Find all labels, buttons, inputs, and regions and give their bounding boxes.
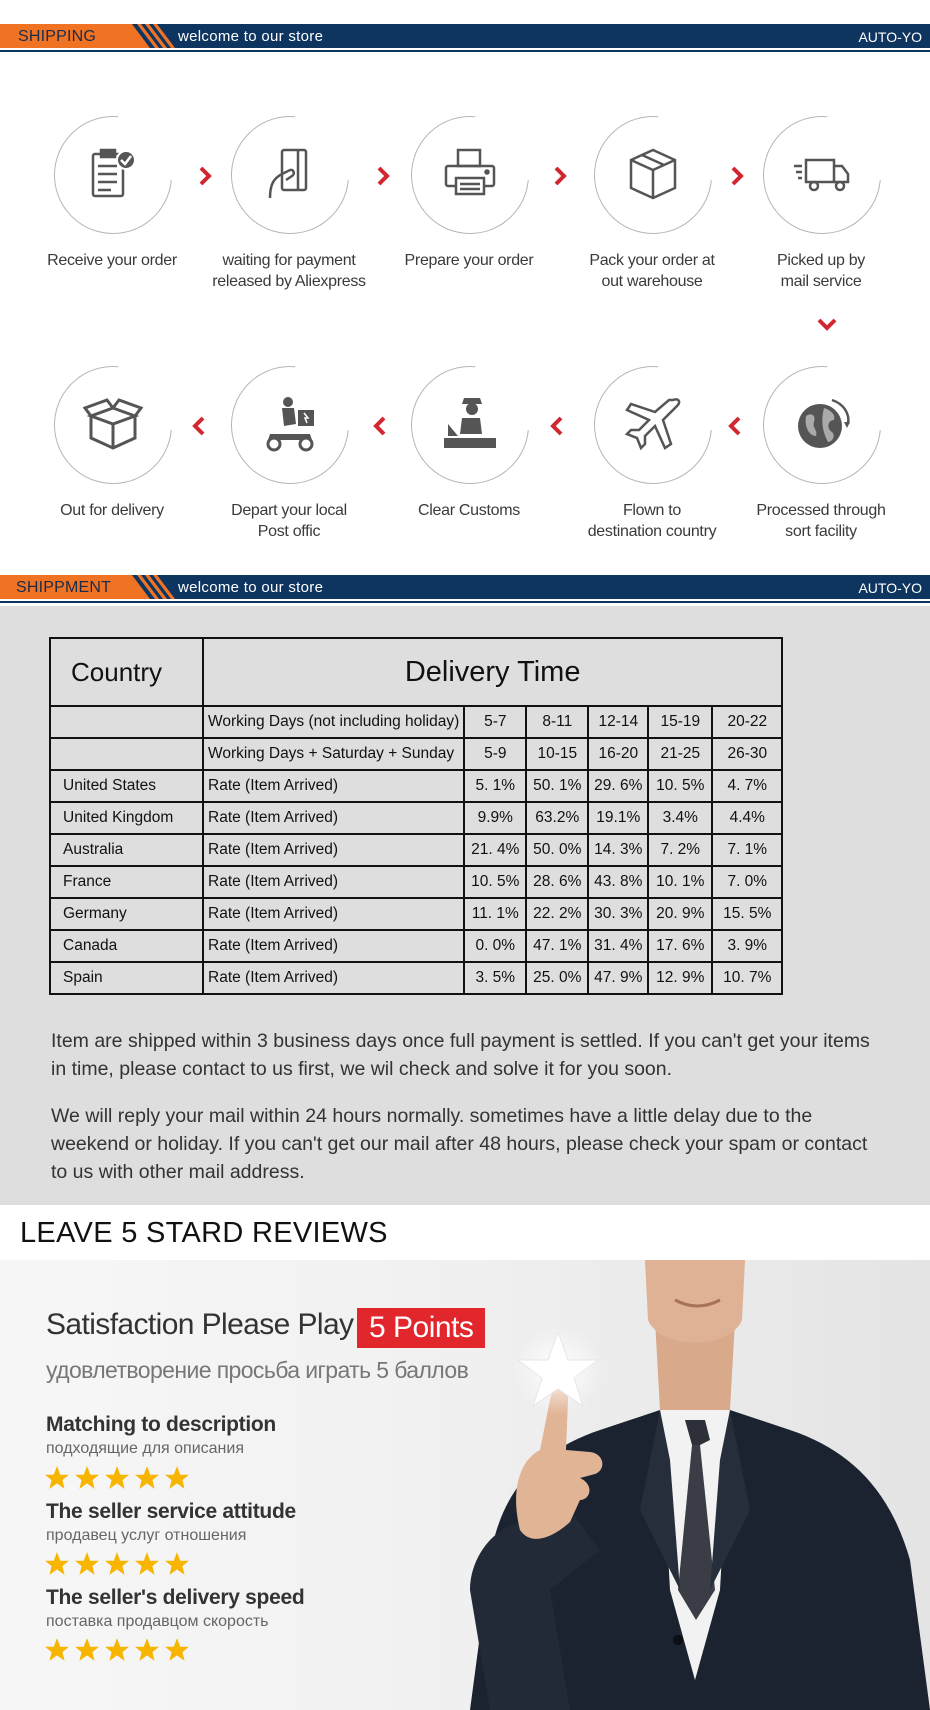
rate-cell: 10. 5% (464, 866, 526, 898)
step-caption: Picked up by mail service (776, 252, 865, 290)
table-cell: 8-11 (526, 706, 588, 738)
star-icon[interactable] (134, 1551, 160, 1577)
globe-icon (792, 394, 852, 454)
reviews-title: LEAVE 5 STARD REVIEWS (20, 1217, 388, 1249)
metric-cell: Rate (Item Arrived) (203, 866, 464, 898)
businessman-pointing-image (430, 1260, 930, 1710)
header-delivery-time: Delivery Time (203, 638, 782, 706)
table-cell (50, 706, 203, 738)
delivery-time-table (49, 637, 783, 995)
rate-cell: 43. 8% (588, 866, 648, 898)
star-icon[interactable] (44, 1551, 70, 1577)
rate-cell: 10. 1% (648, 866, 712, 898)
step-caption: Pack your order at out warehouse (589, 252, 715, 290)
banner-welcome-text: welcome to our store (178, 28, 324, 45)
country-cell: Germany (50, 898, 203, 930)
star-rating[interactable] (44, 1637, 190, 1663)
metric-cell: Rate (Item Arrived) (203, 770, 464, 802)
rate-cell: 28. 6% (526, 866, 588, 898)
table-cell: 26-30 (712, 738, 782, 770)
rate-cell: 63.2% (526, 802, 588, 834)
table-cell: 5-7 (464, 706, 526, 738)
reply-note: We will reply your mail within 24 hours normally. sometimes have a little delay due to the weekend or holiday. If you can't get our mail after 48 hours, please check your spam or contact to us with other mail address. (51, 1105, 868, 1183)
metric-cell: Rate (Item Arrived) (203, 898, 464, 930)
working-days-label: Working Days (not including holiday) (203, 706, 464, 738)
rate-cell: 15. 5% (712, 898, 782, 930)
table-row (50, 770, 782, 802)
rate-cell: 10. 7% (712, 962, 782, 994)
country-cell: Spain (50, 962, 203, 994)
rate-cell: 11. 1% (464, 898, 526, 930)
chevron-left-icon (371, 414, 389, 438)
star-icon[interactable] (164, 1637, 190, 1663)
table-row (50, 962, 782, 994)
chevron-left-icon (190, 414, 208, 438)
satisfaction-heading-ru: удовлетворение просьба играть 5 баллов (46, 1357, 469, 1383)
star-icon[interactable] (74, 1637, 100, 1663)
criterion-title: The seller's delivery speed (46, 1586, 305, 1609)
table-row (50, 930, 782, 962)
table-cell: 10-15 (526, 738, 588, 770)
country-cell: United Kingdom (50, 802, 203, 834)
working-days-row (50, 706, 782, 738)
chevron-left-icon (726, 414, 744, 438)
table-cell: 15-19 (648, 706, 712, 738)
shipping-note: Item are shipped within 3 business days once full payment is settled. If you can't get your items in time, please contact to us first, we wil check and solve it for you soon. (51, 1030, 870, 1080)
chevron-left-icon (548, 414, 566, 438)
rate-cell: 4. 7% (712, 770, 782, 802)
rate-cell: 5. 1% (464, 770, 526, 802)
rate-cell: 19.1% (588, 802, 648, 834)
table-cell: 5-9 (464, 738, 526, 770)
rate-cell: 29. 6% (588, 770, 648, 802)
metric-cell: Rate (Item Arrived) (203, 834, 464, 866)
rate-cell: 4.4% (712, 802, 782, 834)
step-caption: Depart your local Post offic (231, 502, 347, 540)
step-caption: Clear Customs (418, 502, 520, 519)
criterion-title: The seller service attitude (46, 1500, 296, 1523)
table-row (50, 834, 782, 866)
courier-scooter-icon (260, 394, 320, 454)
chevron-right-icon (728, 164, 746, 188)
rate-cell: 31. 4% (588, 930, 648, 962)
star-icon[interactable] (134, 1465, 160, 1491)
metric-cell: Rate (Item Arrived) (203, 802, 464, 834)
chevron-down-icon (815, 316, 839, 334)
step-caption: Out for delivery (60, 502, 164, 519)
banner-section-label: SHIPPMENT (16, 579, 112, 596)
reviews-panel (0, 1260, 930, 1710)
banner-welcome-text: welcome to our store (178, 579, 324, 596)
rate-cell: 50. 0% (526, 834, 588, 866)
star-icon[interactable] (104, 1637, 130, 1663)
rate-cell: 10. 5% (648, 770, 712, 802)
box-icon (623, 144, 683, 204)
star-rating[interactable] (44, 1551, 190, 1577)
criterion-title: Matching to description (46, 1413, 276, 1436)
section-divider (0, 604, 930, 606)
chevron-right-icon (374, 164, 392, 188)
rate-cell: 7. 2% (648, 834, 712, 866)
banner-section-label: SHIPPING (18, 28, 97, 45)
rate-cell: 12. 9% (648, 962, 712, 994)
rate-cell: 17. 6% (648, 930, 712, 962)
airplane-icon (623, 394, 683, 454)
star-icon[interactable] (44, 1465, 70, 1491)
banner-underline (0, 601, 930, 603)
rate-cell: 3. 5% (464, 962, 526, 994)
metric-cell: Rate (Item Arrived) (203, 962, 464, 994)
table-row (50, 802, 782, 834)
shipping-banner (0, 24, 930, 53)
table-row (50, 866, 782, 898)
table-cell (50, 738, 203, 770)
printer-icon (440, 144, 500, 204)
rate-cell: 0. 0% (464, 930, 526, 962)
card-payment-icon (260, 144, 320, 204)
criterion-subtitle: подходящие для описания (46, 1440, 244, 1457)
rate-cell: 47. 9% (588, 962, 648, 994)
star-icon[interactable] (74, 1465, 100, 1491)
chevron-right-icon (551, 164, 569, 188)
weekend-days-row (50, 738, 782, 770)
step-caption: Prepare your order (404, 252, 534, 269)
table-header-row (50, 638, 782, 706)
star-icon[interactable] (104, 1465, 130, 1491)
star-icon[interactable] (44, 1637, 70, 1663)
star-icon[interactable] (164, 1551, 190, 1577)
step-caption: Receive your order (47, 252, 177, 269)
rate-cell: 20. 9% (648, 898, 712, 930)
rate-cell: 3.4% (648, 802, 712, 834)
banner-brand: AUTO-YO (858, 580, 922, 596)
rate-cell: 7. 0% (712, 866, 782, 898)
points-badge: 5 Points (357, 1308, 485, 1348)
delivery-truck-icon (792, 144, 852, 204)
country-cell: United States (50, 770, 203, 802)
table-cell: 16-20 (588, 738, 648, 770)
criterion-subtitle: продавец услуг отношения (46, 1527, 247, 1544)
satisfaction-heading: Satisfaction Please Play (46, 1308, 354, 1341)
banner-underline (0, 50, 930, 52)
criterion-subtitle: поставка продавцом скорость (46, 1613, 269, 1630)
metric-cell: Rate (Item Arrived) (203, 930, 464, 962)
step-caption: Flown to destination country (587, 502, 717, 540)
rate-cell: 9.9% (464, 802, 526, 834)
rate-cell: 21. 4% (464, 834, 526, 866)
shipment-banner (0, 575, 930, 604)
table-cell: 21-25 (648, 738, 712, 770)
rate-cell: 3. 9% (712, 930, 782, 962)
star-rating[interactable] (44, 1465, 190, 1491)
star-icon[interactable] (164, 1465, 190, 1491)
open-box-icon (83, 394, 143, 454)
country-cell: France (50, 866, 203, 898)
header-country: Country (50, 638, 203, 706)
rate-cell: 50. 1% (526, 770, 588, 802)
rate-cell: 25. 0% (526, 962, 588, 994)
rate-cell: 30. 3% (588, 898, 648, 930)
rate-cell: 47. 1% (526, 930, 588, 962)
country-cell: Canada (50, 930, 203, 962)
clipboard-check-icon (83, 144, 143, 204)
step-caption: waiting for payment released by Aliexpress (212, 252, 366, 290)
weekend-days-label: Working Days + Saturday + Sunday (203, 738, 464, 770)
star-icon[interactable] (134, 1637, 160, 1663)
banner-brand: AUTO-YO (858, 29, 922, 45)
rate-cell: 14. 3% (588, 834, 648, 866)
customs-officer-icon (440, 394, 500, 454)
star-icon[interactable] (74, 1551, 100, 1577)
table-cell: 12-14 (588, 706, 648, 738)
rate-cell: 22. 2% (526, 898, 588, 930)
chevron-right-icon (196, 164, 214, 188)
country-cell: Australia (50, 834, 203, 866)
table-cell: 20-22 (712, 706, 782, 738)
star-icon[interactable] (104, 1551, 130, 1577)
step-caption: Processed through sort facility (756, 502, 886, 540)
table-row (50, 898, 782, 930)
rate-cell: 7. 1% (712, 834, 782, 866)
